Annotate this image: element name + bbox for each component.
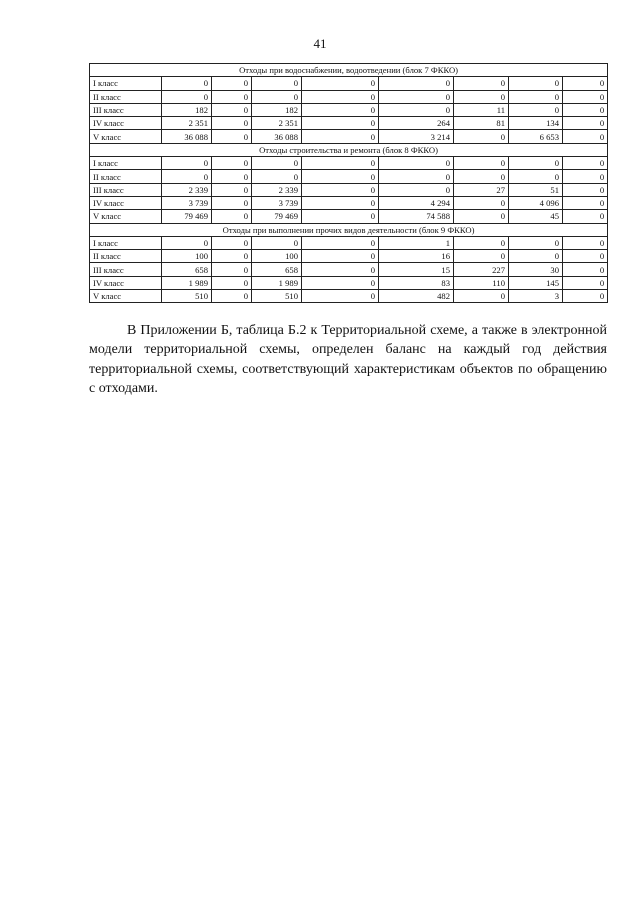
table-cell: 0 (212, 276, 252, 289)
table-cell: 0 (563, 210, 608, 223)
table-row (90, 276, 608, 289)
table-cell: 81 (454, 117, 509, 130)
table-cell: 0 (302, 117, 379, 130)
table-cell: 51 (509, 183, 563, 196)
table-cell: 0 (212, 170, 252, 183)
table-cell: 0 (302, 77, 379, 90)
hazard-class-label: IV класс (90, 117, 162, 130)
table-cell: 2 339 (162, 183, 212, 196)
table-cell: 0 (302, 236, 379, 249)
table-cell: 0 (252, 90, 302, 103)
table-cell: 0 (379, 170, 454, 183)
table-cell: 0 (563, 157, 608, 170)
table-cell: 1 989 (162, 276, 212, 289)
table-cell: 510 (252, 290, 302, 303)
table-cell: 36 088 (252, 130, 302, 143)
table-cell: 83 (379, 276, 454, 289)
hazard-class-label: III класс (90, 263, 162, 276)
table-cell: 1 989 (252, 276, 302, 289)
table-cell: 482 (379, 290, 454, 303)
table-cell: 0 (563, 183, 608, 196)
table-cell: 0 (563, 290, 608, 303)
section-header-row (90, 64, 608, 77)
table-cell: 79 469 (252, 210, 302, 223)
table-cell: 0 (454, 130, 509, 143)
table-cell: 3 (509, 290, 563, 303)
table-cell: 0 (509, 77, 563, 90)
table-cell: 0 (302, 90, 379, 103)
table-cell: 3 739 (252, 196, 302, 209)
table-cell: 0 (212, 183, 252, 196)
table-cell: 0 (454, 196, 509, 209)
table-cell: 0 (162, 77, 212, 90)
hazard-class-label: I класс (90, 157, 162, 170)
section-title: Отходы при водоснабжении, водоотведении (блок 7 ФККО) (90, 64, 608, 77)
table-cell: 658 (162, 263, 212, 276)
table-cell: 0 (162, 90, 212, 103)
hazard-class-label: II класс (90, 170, 162, 183)
table-cell: 0 (379, 90, 454, 103)
table-cell: 0 (212, 290, 252, 303)
table-cell: 0 (454, 77, 509, 90)
table-cell: 27 (454, 183, 509, 196)
table-cell: 15 (379, 263, 454, 276)
table-row (90, 196, 608, 209)
table-cell: 0 (563, 117, 608, 130)
table-row (90, 130, 608, 143)
table-cell: 0 (302, 103, 379, 116)
table-cell: 3 739 (162, 196, 212, 209)
table-cell: 0 (162, 236, 212, 249)
hazard-class-label: II класс (90, 90, 162, 103)
table-cell: 3 214 (379, 130, 454, 143)
table-cell: 0 (563, 236, 608, 249)
table-cell: 182 (252, 103, 302, 116)
hazard-class-label: IV класс (90, 196, 162, 209)
table-cell: 6 653 (509, 130, 563, 143)
table-cell: 0 (379, 157, 454, 170)
table-cell: 110 (454, 276, 509, 289)
table-cell: 0 (454, 250, 509, 263)
table-cell: 0 (563, 170, 608, 183)
table-cell: 0 (509, 236, 563, 249)
table-cell: 79 469 (162, 210, 212, 223)
table-cell: 0 (563, 103, 608, 116)
table-cell: 0 (379, 183, 454, 196)
table-cell: 0 (162, 157, 212, 170)
table-cell: 0 (212, 250, 252, 263)
table-cell: 0 (509, 103, 563, 116)
table-row (90, 157, 608, 170)
table-cell: 0 (454, 90, 509, 103)
table-cell: 0 (252, 77, 302, 90)
table-cell: 0 (563, 130, 608, 143)
table-cell: 145 (509, 276, 563, 289)
table-cell: 0 (302, 263, 379, 276)
table-row (90, 290, 608, 303)
table-cell: 0 (212, 90, 252, 103)
table-cell: 0 (302, 250, 379, 263)
table-cell: 0 (563, 250, 608, 263)
table-cell: 0 (454, 236, 509, 249)
table-cell: 0 (379, 103, 454, 116)
hazard-class-label: V класс (90, 210, 162, 223)
table-cell: 0 (563, 276, 608, 289)
table-cell: 0 (302, 196, 379, 209)
table-cell: 0 (212, 103, 252, 116)
table-row (90, 170, 608, 183)
table-cell: 0 (302, 210, 379, 223)
table-cell: 4 096 (509, 196, 563, 209)
table-cell: 134 (509, 117, 563, 130)
table-cell: 11 (454, 103, 509, 116)
table-cell: 0 (454, 170, 509, 183)
table-cell: 0 (302, 290, 379, 303)
table-cell: 510 (162, 290, 212, 303)
hazard-class-label: I класс (90, 236, 162, 249)
table-cell: 0 (212, 263, 252, 276)
table-cell: 2 351 (162, 117, 212, 130)
table-row (90, 90, 608, 103)
hazard-class-label: III класс (90, 103, 162, 116)
section-header-row (90, 223, 608, 236)
table-cell: 0 (302, 276, 379, 289)
table-cell: 0 (252, 157, 302, 170)
table-cell: 0 (252, 236, 302, 249)
table-cell: 182 (162, 103, 212, 116)
table-row (90, 263, 608, 276)
waste-table-body (90, 64, 608, 303)
table-cell: 30 (509, 263, 563, 276)
section-title: Отходы строительства и ремонта (блок 8 ФККО) (90, 143, 608, 156)
table-cell: 0 (563, 77, 608, 90)
table-cell: 0 (563, 196, 608, 209)
page-number: 41 (313, 36, 327, 51)
table-cell: 0 (454, 157, 509, 170)
table-cell: 0 (212, 236, 252, 249)
table-cell: 0 (212, 196, 252, 209)
table-row (90, 210, 608, 223)
table-cell: 0 (302, 130, 379, 143)
table-cell: 0 (563, 263, 608, 276)
table-cell: 1 (379, 236, 454, 249)
table-row (90, 117, 608, 130)
table-row (90, 183, 608, 196)
table-cell: 36 088 (162, 130, 212, 143)
table-cell: 0 (379, 77, 454, 90)
table-cell: 0 (509, 250, 563, 263)
table-cell: 100 (162, 250, 212, 263)
table-cell: 100 (252, 250, 302, 263)
table-cell: 0 (162, 170, 212, 183)
table-cell: 4 294 (379, 196, 454, 209)
table-cell: 0 (509, 157, 563, 170)
hazard-class-label: II класс (90, 250, 162, 263)
hazard-class-label: V класс (90, 130, 162, 143)
table-cell: 0 (509, 170, 563, 183)
section-header-row (90, 143, 608, 156)
table-cell: 0 (212, 77, 252, 90)
body-paragraph: В Приложении Б, таблица Б.2 к Территориальной схеме, а также в электронной модели территориальной схемы, определен баланс на каждый год действия территориальной схемы, соответствующий характеристикам объектов по обращению с отходами. (89, 323, 607, 396)
table-cell: 264 (379, 117, 454, 130)
table-cell: 16 (379, 250, 454, 263)
table-cell: 0 (563, 90, 608, 103)
table-cell: 0 (212, 157, 252, 170)
hazard-class-label: V класс (90, 290, 162, 303)
table-cell: 0 (212, 210, 252, 223)
table-cell: 0 (454, 290, 509, 303)
table-cell: 658 (252, 263, 302, 276)
hazard-class-label: IV класс (90, 276, 162, 289)
table-row (90, 236, 608, 249)
table-cell: 0 (212, 117, 252, 130)
table-cell: 0 (302, 170, 379, 183)
table-cell: 0 (454, 210, 509, 223)
table-row (90, 103, 608, 116)
table-cell: 45 (509, 210, 563, 223)
table-cell: 0 (302, 183, 379, 196)
waste-balance-table (89, 63, 608, 303)
table-cell: 2 339 (252, 183, 302, 196)
hazard-class-label: I класс (90, 77, 162, 90)
hazard-class-label: III класс (90, 183, 162, 196)
section-title: Отходы при выполнении прочих видов деятельности (блок 9 ФККО) (90, 223, 608, 236)
table-cell: 0 (302, 157, 379, 170)
table-cell: 0 (212, 130, 252, 143)
table-cell: 0 (509, 90, 563, 103)
table-row (90, 77, 608, 90)
table-cell: 74 588 (379, 210, 454, 223)
table-cell: 227 (454, 263, 509, 276)
table-cell: 0 (252, 170, 302, 183)
table-cell: 2 351 (252, 117, 302, 130)
table-row (90, 250, 608, 263)
